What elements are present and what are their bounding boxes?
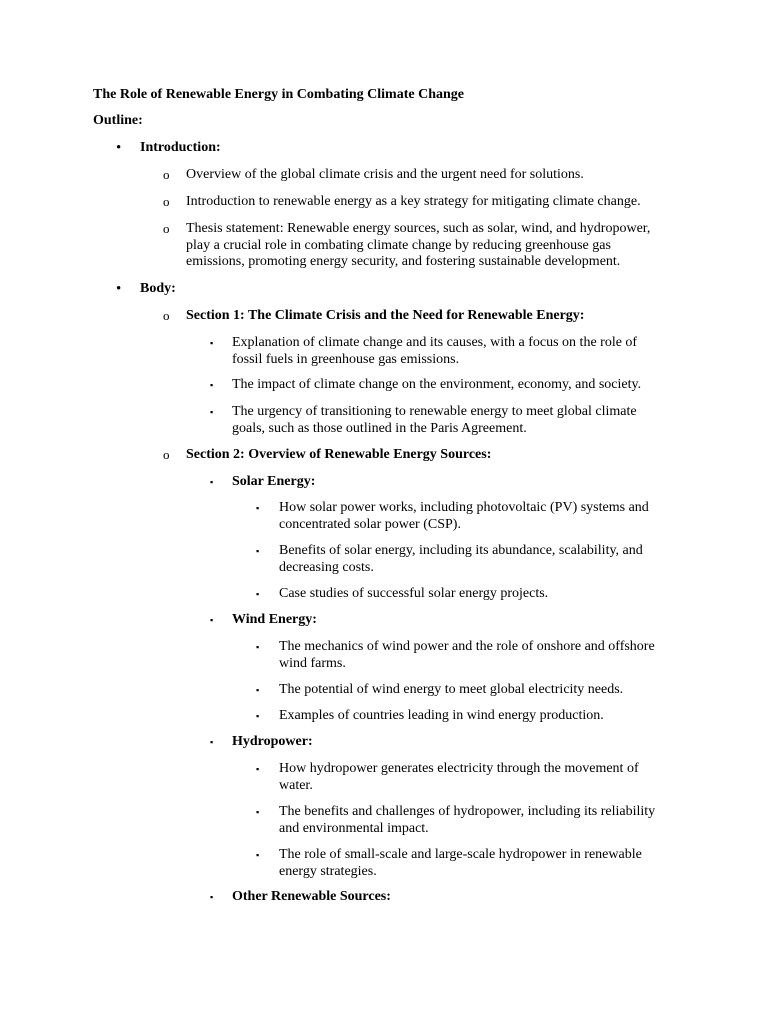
hydro-point-3: The role of small-scale and large-scale hydropower in renewable energy strategies.: [279, 847, 642, 879]
bullet-marker: •: [116, 140, 122, 156]
circle-marker: o: [163, 167, 170, 182]
wind-point-1: The mechanics of wind power and the role of onshore and offshore wind farms.: [279, 639, 655, 671]
body-heading: Body:: [140, 281, 176, 296]
solar-heading: Solar Energy:: [232, 474, 316, 489]
hydropower-heading: Hydropower:: [232, 734, 313, 749]
hydro-point-1: How hydropower generates electricity through the movement of water.: [279, 761, 639, 793]
square-marker: ▪: [256, 589, 260, 599]
square-marker: ▪: [256, 503, 260, 513]
square-marker: ▪: [256, 685, 260, 695]
section-2-heading: Section 2: Overview of Renewable Energy Sources:: [186, 447, 492, 462]
square-marker: ▪: [210, 407, 214, 417]
hydro-point-2: The benefits and challenges of hydropower, including its reliability and environmental impact.: [279, 804, 656, 836]
intro-point-3: Thesis statement: Renewable energy sources, such as solar, wind, and hydropower, play a crucial role in combating climate change by reducing greenhouse gas emissions, promoting energy security, and fostering sustainable development.: [186, 221, 651, 269]
circle-marker: o: [163, 221, 170, 236]
intro-point-1: Overview of the global climate crisis and the urgent need for solutions.: [186, 167, 584, 182]
document-title: The Role of Renewable Energy in Combating Climate Change: [93, 87, 464, 102]
square-marker: ▪: [256, 711, 260, 721]
wind-heading: Wind Energy:: [232, 612, 317, 627]
circle-marker: o: [163, 194, 170, 209]
square-marker: ▪: [210, 338, 214, 348]
square-marker: ▪: [210, 737, 214, 747]
other-renewables-heading: Other Renewable Sources:: [232, 889, 391, 904]
section-1-point-2: The impact of climate change on the environment, economy, and society.: [232, 377, 642, 392]
square-marker: ▪: [210, 615, 214, 625]
circle-marker: o: [163, 447, 170, 462]
section-1-point-1: Explanation of climate change and its causes, with a focus on the role of fossil fuels in greenhouse gas emissions.: [232, 335, 638, 367]
bullet-marker: •: [116, 281, 122, 297]
section-1-heading: Section 1: The Climate Crisis and the Need for Renewable Energy:: [186, 308, 585, 323]
square-marker: ▪: [210, 380, 214, 390]
wind-point-3: Examples of countries leading in wind energy production.: [279, 708, 604, 723]
square-marker: ▪: [256, 546, 260, 556]
outline-label: Outline:: [93, 113, 143, 128]
section-1-point-3: The urgency of transitioning to renewable energy to meet global climate goals, such as those outlined in the Paris Agreement.: [232, 404, 637, 436]
square-marker: ▪: [256, 642, 260, 652]
circle-marker: o: [163, 308, 170, 323]
square-marker: ▪: [256, 807, 260, 817]
square-marker: ▪: [210, 477, 214, 487]
solar-point-1: How solar power works, including photovoltaic (PV) systems and concentrated solar power (CSP).: [279, 500, 649, 532]
solar-point-2: Benefits of solar energy, including its abundance, scalability, and decreasing costs.: [279, 543, 643, 575]
solar-point-3: Case studies of successful solar energy projects.: [279, 586, 549, 601]
wind-point-2: The potential of wind energy to meet global electricity needs.: [279, 682, 624, 697]
intro-point-2: Introduction to renewable energy as a key strategy for mitigating climate change.: [186, 194, 641, 209]
square-marker: ▪: [210, 892, 214, 902]
square-marker: ▪: [256, 850, 260, 860]
introduction-heading: Introduction:: [140, 140, 221, 155]
square-marker: ▪: [256, 764, 260, 774]
